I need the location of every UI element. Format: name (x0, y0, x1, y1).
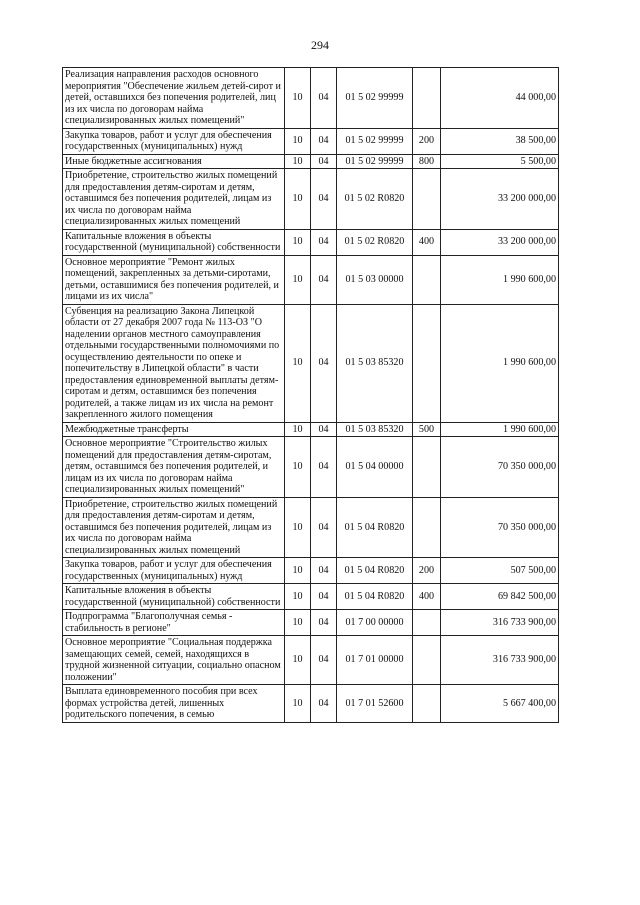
table-row (63, 304, 559, 422)
row-section: 10 (285, 584, 311, 610)
row-expense-type (413, 497, 441, 558)
row-section: 10 (285, 636, 311, 685)
row-target-code: 01 5 04 R0820 (337, 497, 413, 558)
row-amount: 69 842 500,00 (441, 584, 559, 610)
row-expense-type (413, 169, 441, 230)
page-number: 294 (311, 38, 329, 52)
row-subsection: 04 (311, 229, 337, 255)
row-amount: 1 990 600,00 (441, 255, 559, 304)
row-subsection: 04 (311, 636, 337, 685)
row-description: Приобретение, строительство жилых помещений для предоставления детям-сиротам и детям, оставшимся без попечения родителей, лицам из их числа по договорам найма специализированных жилых помещений (63, 497, 285, 558)
row-amount: 316 733 900,00 (441, 610, 559, 636)
row-subsection: 04 (311, 584, 337, 610)
row-amount: 5 667 400,00 (441, 685, 559, 723)
row-section: 10 (285, 68, 311, 129)
row-section: 10 (285, 128, 311, 154)
row-expense-type: 800 (413, 154, 441, 169)
row-amount: 1 990 600,00 (441, 304, 559, 422)
row-target-code: 01 7 01 52600 (337, 685, 413, 723)
row-subsection: 04 (311, 169, 337, 230)
row-description: Выплата единовременного пособия при всех формах устройства детей, лишенных родительского попечения, в семью (63, 685, 285, 723)
row-description: Межбюджетные трансферты (63, 422, 285, 437)
table-row (63, 255, 559, 304)
row-section: 10 (285, 685, 311, 723)
table-row (63, 229, 559, 255)
row-subsection: 04 (311, 128, 337, 154)
row-subsection: 04 (311, 422, 337, 437)
row-description: Реализация направления расходов основного мероприятия "Обеспечение жильем детей-сирот и детей, оставшихся без попечения родителей, лиц из их числа по договорам найма специализированных жилых помещений" (63, 68, 285, 129)
row-subsection: 04 (311, 68, 337, 129)
table-row (63, 584, 559, 610)
row-section: 10 (285, 437, 311, 498)
row-subsection: 04 (311, 255, 337, 304)
row-target-code: 01 5 04 R0820 (337, 584, 413, 610)
row-section: 10 (285, 169, 311, 230)
row-subsection: 04 (311, 304, 337, 422)
table-row (63, 422, 559, 437)
table-row (63, 636, 559, 685)
row-description: Подпрограмма "Благополучная семья - стабильность в регионе" (63, 610, 285, 636)
table-row (63, 128, 559, 154)
row-target-code: 01 5 02 R0820 (337, 169, 413, 230)
budget-table (62, 67, 559, 723)
row-expense-type (413, 437, 441, 498)
table-row (63, 685, 559, 723)
row-section: 10 (285, 422, 311, 437)
row-subsection: 04 (311, 437, 337, 498)
row-subsection: 04 (311, 497, 337, 558)
row-amount: 70 350 000,00 (441, 437, 559, 498)
row-expense-type: 500 (413, 422, 441, 437)
row-description: Основное мероприятие "Строительство жилых помещений для предоставления детям-сиротам, детям, оставшимся без попечения родителей, и лицам из их числа по договорам найма специализированных жилых помещений" (63, 437, 285, 498)
row-description: Субвенция на реализацию Закона Липецкой области от 27 декабря 2007 года № 113-ОЗ "О наделении органов местного самоуправления отдельными государственными полномочиями по осуществлению деятельности по опеке и попечительству в Липецкой области" в части предоставления единовременной выплаты детям-сиротам и детям, оставшимся без попечения родителей, а также лицам из их числа на ремонт закрепленного жилого помещения (63, 304, 285, 422)
row-description: Закупка товаров, работ и услуг для обеспечения государственных (муниципальных) нужд (63, 558, 285, 584)
row-amount: 44 000,00 (441, 68, 559, 129)
row-expense-type (413, 68, 441, 129)
row-amount: 507 500,00 (441, 558, 559, 584)
row-expense-type: 400 (413, 229, 441, 255)
row-expense-type (413, 610, 441, 636)
row-amount: 33 200 000,00 (441, 169, 559, 230)
row-target-code: 01 7 01 00000 (337, 636, 413, 685)
row-expense-type (413, 636, 441, 685)
table-row (63, 558, 559, 584)
row-target-code: 01 5 02 99999 (337, 154, 413, 169)
row-subsection: 04 (311, 154, 337, 169)
row-section: 10 (285, 229, 311, 255)
row-subsection: 04 (311, 685, 337, 723)
table-row (63, 437, 559, 498)
row-target-code: 01 7 00 00000 (337, 610, 413, 636)
row-expense-type (413, 685, 441, 723)
row-section: 10 (285, 610, 311, 636)
row-description: Основное мероприятие "Социальная поддержка замещающих семей, семей, находящихся в трудной жизненной ситуации, социально опасном положении" (63, 636, 285, 685)
row-expense-type: 200 (413, 128, 441, 154)
row-description: Основное мероприятие "Ремонт жилых помещений, закрепленных за детьми-сиротами, детьми, оставшимися без попечения родителей, и лицами из их числа" (63, 255, 285, 304)
table-row (63, 68, 559, 129)
row-expense-type (413, 255, 441, 304)
row-description: Закупка товаров, работ и услуг для обеспечения государственных (муниципальных) нужд (63, 128, 285, 154)
row-target-code: 01 5 02 99999 (337, 68, 413, 129)
row-amount: 316 733 900,00 (441, 636, 559, 685)
row-section: 10 (285, 558, 311, 584)
row-subsection: 04 (311, 558, 337, 584)
row-target-code: 01 5 04 00000 (337, 437, 413, 498)
row-expense-type: 400 (413, 584, 441, 610)
row-section: 10 (285, 304, 311, 422)
row-target-code: 01 5 02 99999 (337, 128, 413, 154)
table-row (63, 154, 559, 169)
row-section: 10 (285, 497, 311, 558)
row-expense-type: 200 (413, 558, 441, 584)
row-amount: 1 990 600,00 (441, 422, 559, 437)
row-section: 10 (285, 154, 311, 169)
row-amount: 70 350 000,00 (441, 497, 559, 558)
row-target-code: 01 5 04 R0820 (337, 558, 413, 584)
table-row (63, 497, 559, 558)
row-description: Капитальные вложения в объекты государственной (муниципальной) собственности (63, 584, 285, 610)
row-description: Иные бюджетные ассигнования (63, 154, 285, 169)
row-target-code: 01 5 02 R0820 (337, 229, 413, 255)
row-target-code: 01 5 03 00000 (337, 255, 413, 304)
row-expense-type (413, 304, 441, 422)
row-section: 10 (285, 255, 311, 304)
row-amount: 5 500,00 (441, 154, 559, 169)
table-row (63, 610, 559, 636)
row-amount: 33 200 000,00 (441, 229, 559, 255)
row-subsection: 04 (311, 610, 337, 636)
row-amount: 38 500,00 (441, 128, 559, 154)
row-target-code: 01 5 03 85320 (337, 304, 413, 422)
row-description: Капитальные вложения в объекты государственной (муниципальной) собственности (63, 229, 285, 255)
row-target-code: 01 5 03 85320 (337, 422, 413, 437)
row-description: Приобретение, строительство жилых помещений для предоставления детям-сиротам и детям, оставшимся без попечения родителей, лицам из их числа по договорам найма специализированных жилых помещений (63, 169, 285, 230)
table-row (63, 169, 559, 230)
